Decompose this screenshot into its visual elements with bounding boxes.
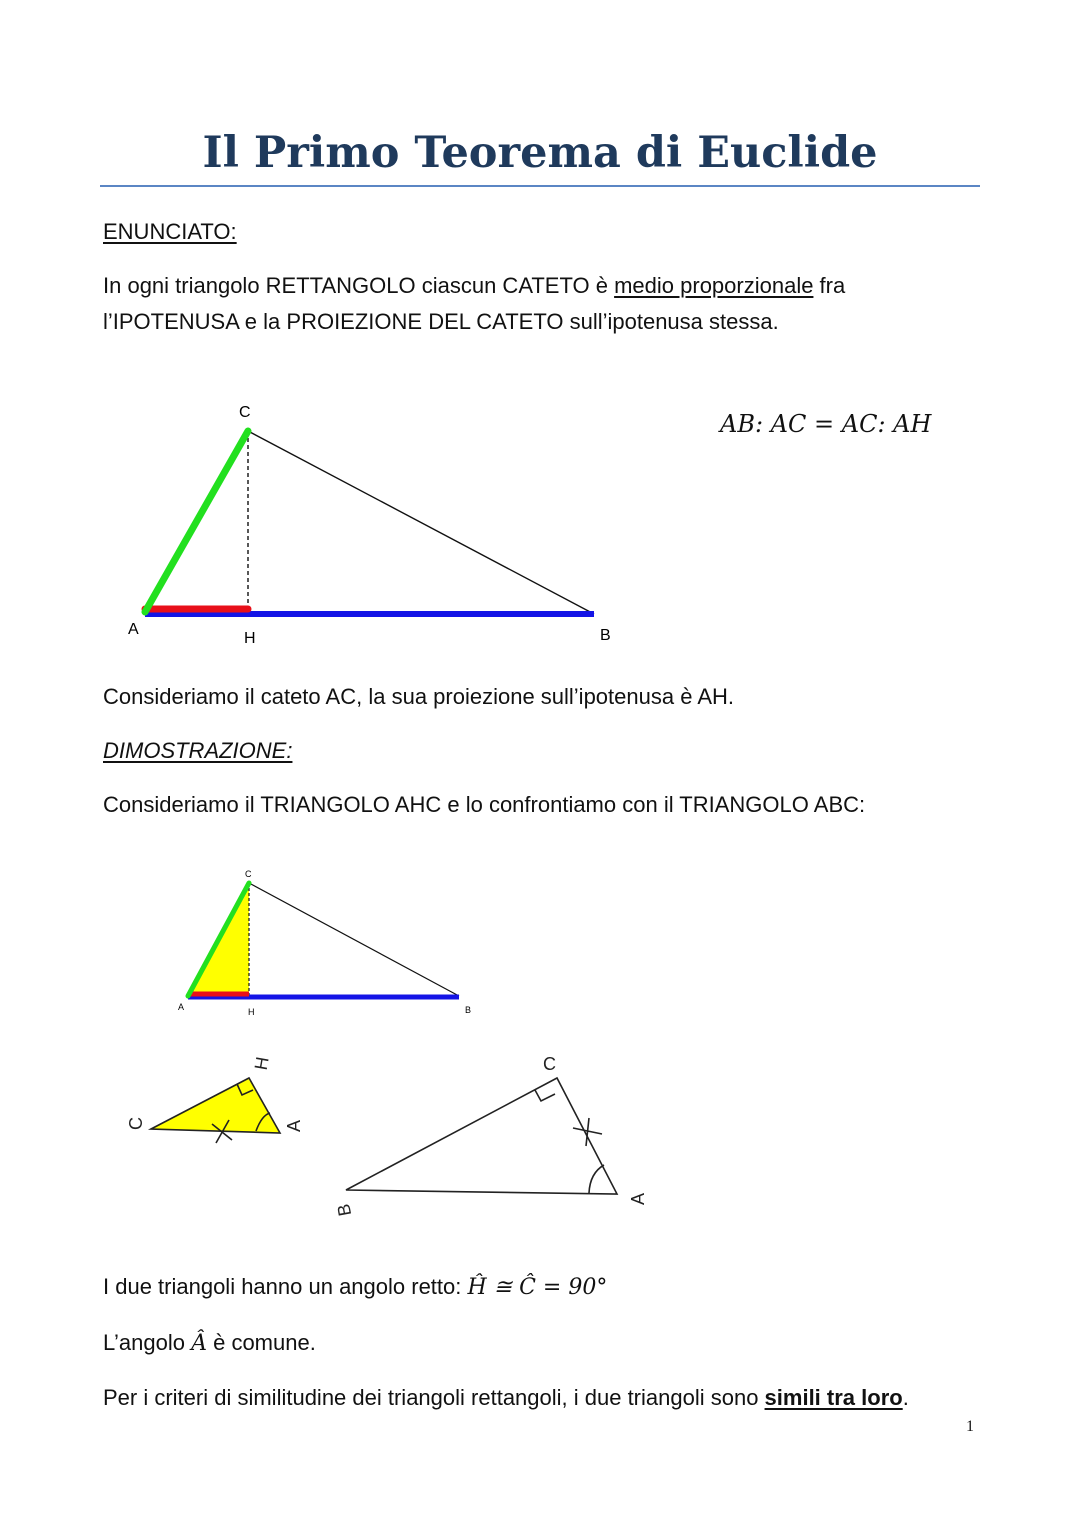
label-a: A [628,1192,648,1205]
figure-3-right-triangle-abc [333,1054,648,1218]
conclusion-line-3: Per i criteri di similitudine dei triangoli rettangoli, i due triangoli sono simili tra loro. [103,1385,909,1410]
label-b: B [333,1202,356,1218]
right-angle-equation: Ĥ ≅ Ĉ = 90° [467,1275,608,1300]
angle-arc-mark [589,1165,604,1193]
dimostrazione-heading: DIMOSTRAZIONE: [103,738,293,763]
right-angle-mark [535,1090,555,1101]
label-a: A [284,1119,304,1132]
hypotenuse-cb [248,431,594,614]
label-c: C [239,404,251,421]
label-a: A [178,1002,185,1012]
simili-tra-loro-term: simili tra loro [764,1385,903,1410]
label-h: H [250,1055,273,1072]
hypotenuse-cb [249,883,459,996]
label-c: C [245,869,252,879]
figure-1-right-triangle [128,404,611,647]
label-b: B [600,627,611,644]
conclusion-line-2: L’angolo Â è comune. [103,1330,316,1356]
label-h: H [244,630,256,647]
figure-2-shaded-triangle [178,869,471,1017]
enunciato-line-1: In ogni triangolo RETTANGOLO ciascun CATETO è medio proporzionale fra [103,273,846,298]
triangle-chA [151,1078,280,1133]
label-c: C [126,1117,146,1130]
consideration-text: Consideriamo il cateto AC, la sua proiezione sull’ipotenusa è AH. [103,684,735,709]
proportion-formula: AB: AC = AC: AH [720,410,932,438]
medio-proporzionale-term: medio proporzionale [614,273,814,298]
label-h: H [248,1007,255,1017]
cathetus-ac-green [145,431,248,612]
enunciato-line-2: l’IPOTENUSA e la PROIEZIONE DEL CATETO sull’ipotenusa stessa. [103,309,779,334]
enunciato-heading: ENUNCIATO: [103,219,237,244]
label-a: A [128,621,139,638]
angle-a-symbol: Â [191,1331,207,1356]
page-number: 1 [966,1418,974,1435]
label-b: B [465,1005,472,1015]
conclusion-line-1: I due triangoli hanno un angolo retto: Ĥ ≅ Ĉ = 90° [103,1274,608,1300]
page-title: Il Primo Teorema di Euclide [202,128,878,178]
side-tick-mark [573,1118,602,1146]
dimostrazione-text: Consideriamo il TRIANGOLO AHC e lo confrontiamo con il TRIANGOLO ABC: [103,792,866,817]
figure-3-left-triangle-ahc [126,1055,304,1143]
label-c: C [543,1054,556,1074]
triangle-bca [346,1078,617,1194]
